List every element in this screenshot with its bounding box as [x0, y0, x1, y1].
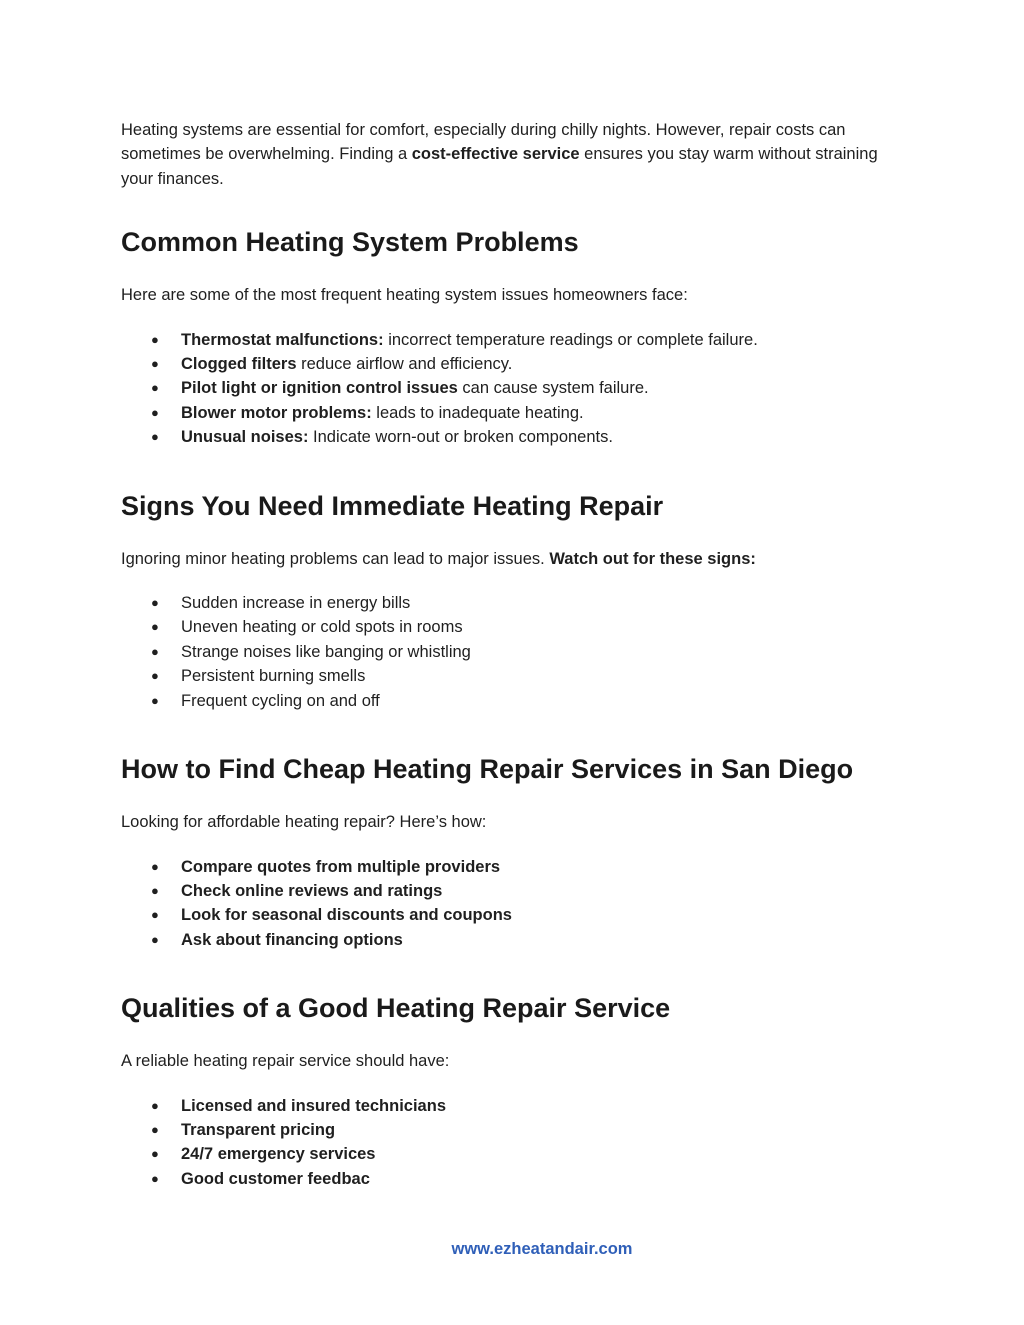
- item-text: Strange noises like banging or whistling: [181, 642, 471, 661]
- item-bold: Blower motor problems:: [181, 403, 372, 422]
- list-item: [121, 689, 901, 713]
- bullet-icon: ●: [151, 404, 159, 420]
- item-text: Uneven heating or cold spots in rooms: [181, 618, 463, 637]
- list-item: [121, 903, 901, 927]
- bullet-icon: ●: [151, 380, 159, 396]
- item-text: incorrect temperature readings or complete failure.: [383, 330, 758, 349]
- bullet-icon: ●: [151, 882, 159, 898]
- bullet-icon: ●: [151, 692, 159, 708]
- list-item: [121, 615, 901, 639]
- list-item: [121, 664, 901, 688]
- item-text: Frequent cycling on and off: [181, 691, 380, 710]
- list-item: [121, 1142, 901, 1166]
- item-bold: Ask about financing options: [181, 930, 403, 949]
- list-item: [121, 352, 901, 376]
- item-text: can cause system failure.: [457, 379, 649, 398]
- item-text: Indicate worn-out or broken components.: [308, 428, 613, 447]
- item-bold: Transparent pricing: [181, 1120, 336, 1139]
- section-heading-common-problems: Common Heating System Problems: [121, 227, 579, 258]
- bullet-icon: ●: [151, 907, 159, 923]
- item-bold: Compare quotes from multiple providers: [181, 857, 501, 876]
- lead-bold-text: Watch out for these signs:: [549, 549, 756, 568]
- list-find-cheap: [121, 855, 901, 953]
- section-lead-signs: [121, 547, 901, 571]
- item-bold: Thermostat malfunctions:: [181, 330, 384, 349]
- list-item: [121, 879, 901, 903]
- bullet-icon: ●: [151, 858, 159, 874]
- item-bold: Unusual noises:: [181, 428, 309, 447]
- bullet-icon: ●: [151, 1170, 159, 1186]
- bullet-icon: ●: [151, 668, 159, 684]
- bullet-icon: ●: [151, 1146, 159, 1162]
- list-item: [121, 328, 901, 352]
- item-bold: Look for seasonal discounts and coupons: [181, 906, 512, 925]
- lead-text: Ignoring minor heating problems can lead to major issues.: [121, 549, 550, 568]
- intro-bold-text: cost-effective service: [411, 145, 580, 164]
- bullet-icon: ●: [151, 931, 159, 947]
- list-item: [121, 928, 901, 952]
- item-bold: Good customer feedbac: [181, 1169, 370, 1188]
- item-bold: Check online reviews and ratings: [181, 881, 443, 900]
- list-item: [121, 376, 901, 400]
- section-lead-find-cheap: Looking for affordable heating repair? Here’s how:: [121, 813, 487, 832]
- list-common-problems: [121, 328, 901, 450]
- list-item: [121, 401, 901, 425]
- document-body: [121, 118, 901, 1230]
- list-item: [121, 1094, 901, 1118]
- bullet-icon: ●: [151, 429, 159, 445]
- bullet-icon: ●: [151, 619, 159, 635]
- intro-paragraph: [121, 118, 901, 191]
- item-text: Persistent burning smells: [181, 667, 366, 686]
- list-item: [121, 1118, 901, 1142]
- section-lead-common-problems: Here are some of the most frequent heating system issues homeowners face:: [121, 286, 688, 305]
- bullet-icon: ●: [151, 1097, 159, 1113]
- list-qualities: [121, 1094, 901, 1192]
- list-item: [121, 640, 901, 664]
- list-signs: [121, 591, 901, 713]
- bullet-icon: ●: [151, 331, 159, 347]
- item-bold: 24/7 emergency services: [181, 1145, 376, 1164]
- intro-text: Heating systems are essential for comfort, especially during chilly nights. However, repair costs can sometimes be overwhelming. Finding a: [121, 121, 846, 164]
- item-text: Sudden increase in energy bills: [181, 594, 411, 613]
- list-item: [121, 1167, 901, 1191]
- list-item: [121, 855, 901, 879]
- item-bold: Pilot light or ignition control issues: [181, 379, 458, 398]
- item-bold: Clogged filters: [181, 355, 297, 374]
- bullet-icon: ●: [151, 356, 159, 372]
- bullet-icon: ●: [151, 595, 159, 611]
- list-item: [121, 591, 901, 615]
- list-item: [121, 425, 901, 449]
- section-lead-qualities: A reliable heating repair service should have:: [121, 1052, 450, 1071]
- item-text: reduce airflow and efficiency.: [296, 355, 513, 374]
- footer-website-link[interactable]: www.ezheatandair.com: [451, 1240, 633, 1258]
- item-text: leads to inadequate heating.: [371, 403, 584, 422]
- section-heading-signs: Signs You Need Immediate Heating Repair: [121, 490, 664, 521]
- intro-text-end: ensures you stay warm without straining your finances.: [121, 145, 878, 188]
- item-bold: Licensed and insured technicians: [181, 1096, 446, 1115]
- bullet-icon: ●: [151, 643, 159, 659]
- section-heading-find-cheap: How to Find Cheap Heating Repair Services in San Diego: [121, 754, 854, 785]
- bullet-icon: ●: [151, 1121, 159, 1137]
- section-heading-qualities: Qualities of a Good Heating Repair Service: [121, 993, 671, 1024]
